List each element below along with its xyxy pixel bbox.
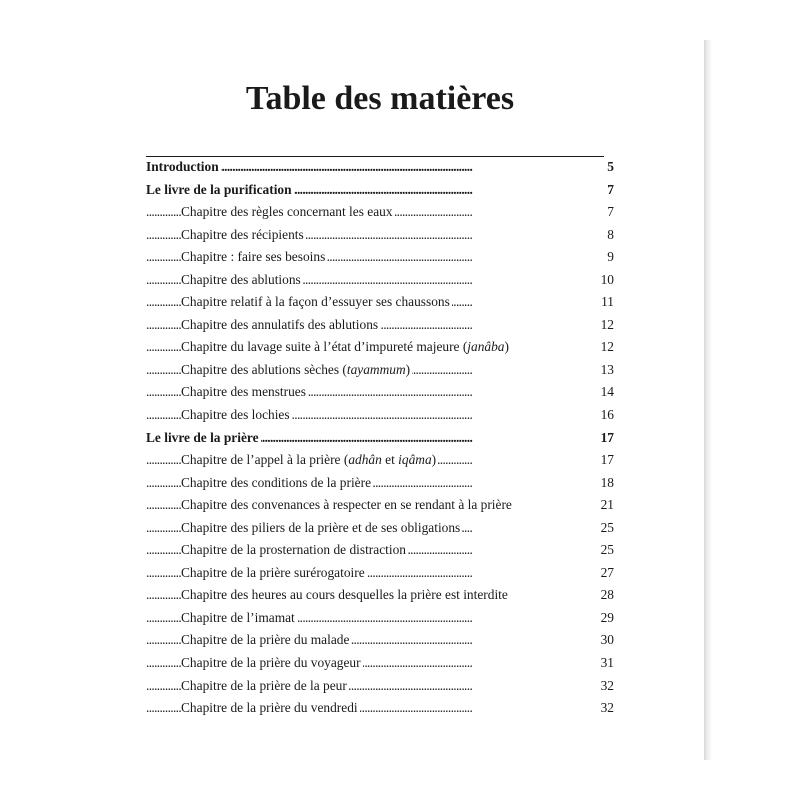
- page-title: Table des matières: [245, 80, 515, 117]
- toc-chapter-entry: [146, 359, 614, 382]
- toc-section-entry: [146, 156, 614, 179]
- entry-title: Chapitre des heures au cours desquelles la prière est interdite: [181, 587, 508, 603]
- entry-page-number: 32: [598, 675, 614, 698]
- toc-chapter-entry: [146, 314, 614, 337]
- entry-title: Chapitre des menstrues: [181, 384, 306, 400]
- entry-page-number: 17: [598, 449, 614, 472]
- toc-chapter-entry: [146, 629, 614, 652]
- entry-title: Le livre de la purification: [146, 181, 292, 197]
- entry-page-number: 13: [598, 359, 614, 382]
- entry-title: Chapitre de l’imamat: [181, 609, 295, 625]
- entry-page-number: 25: [598, 539, 614, 562]
- toc-chapter-entry: [146, 381, 614, 404]
- entry-page-number: 27: [598, 562, 614, 585]
- toc-chapter-entry: [146, 652, 614, 675]
- entry-page-number: 7: [604, 179, 614, 202]
- toc-chapter-entry: [146, 494, 614, 517]
- entry-page-number: 8: [604, 224, 614, 247]
- table-of-contents: [146, 156, 614, 720]
- entry-title: Chapitre des ablutions: [181, 271, 301, 287]
- entry-page-number: 7: [604, 201, 614, 224]
- entry-title: Chapitre du lavage suite à l’état d’impureté majeure (janâba): [181, 339, 509, 355]
- entry-title: Chapitre relatif à la façon d’essuyer ses chaussons: [181, 294, 450, 310]
- entry-title: Chapitre de la prière du vendredi: [181, 700, 358, 716]
- entry-page-number: 17: [598, 427, 614, 450]
- entry-title: Chapitre de la prière du voyageur: [181, 655, 361, 671]
- toc-chapter-entry: [146, 201, 614, 224]
- toc-chapter-entry: [146, 517, 614, 540]
- entry-title: Chapitre : faire ses besoins: [181, 249, 326, 265]
- toc-chapter-entry: [146, 675, 614, 698]
- entry-title: Chapitre des règles concernant les eaux: [181, 204, 393, 220]
- entry-title: Chapitre de l’appel à la prière (adhân et iqâma): [181, 452, 437, 468]
- toc-chapter-entry: [146, 584, 614, 607]
- toc-section-entry: [146, 179, 614, 202]
- entry-page-number: 21: [598, 494, 614, 517]
- toc-chapter-entry: [146, 562, 614, 585]
- entry-page-number: 28: [598, 584, 614, 607]
- toc-chapter-entry: [146, 607, 614, 630]
- entry-title: Chapitre des conditions de la prière: [181, 474, 372, 490]
- toc-chapter-entry: [146, 697, 614, 720]
- entry-page-number: 9: [604, 246, 614, 269]
- entry-page-number: 18: [598, 472, 614, 495]
- entry-page-number: 14: [598, 381, 614, 404]
- toc-chapter-entry: [146, 404, 614, 427]
- toc-chapter-entry: [146, 449, 614, 472]
- toc-chapter-entry: [146, 224, 614, 247]
- entry-page-number: 29: [598, 607, 614, 630]
- toc-section-entry: [146, 427, 614, 450]
- entry-title: Chapitre des annulatifs des ablutions: [181, 316, 379, 332]
- entry-page-number: 16: [598, 404, 614, 427]
- entry-page-number: 30: [598, 629, 614, 652]
- entry-page-number: 12: [598, 314, 614, 337]
- entry-title: Chapitre des lochies: [181, 407, 290, 423]
- toc-chapter-entry: [146, 291, 614, 314]
- toc-chapter-entry: [146, 472, 614, 495]
- toc-chapter-entry: [146, 539, 614, 562]
- entry-page-number: 5: [604, 156, 614, 179]
- entry-title: Chapitre des ablutions sèches (tayammum): [181, 361, 411, 377]
- entry-page-number: 32: [598, 697, 614, 720]
- entry-page-number: 31: [598, 652, 614, 675]
- toc-chapter-entry: [146, 336, 614, 359]
- entry-title: Chapitre de la prière de la peur: [181, 677, 347, 693]
- entry-title: Chapitre des récipients: [181, 226, 304, 242]
- toc-chapter-entry: [146, 269, 614, 292]
- entry-title: Chapitre de la prière du malade: [181, 632, 350, 648]
- page-edge-shadow: [704, 40, 712, 760]
- entry-title: Chapitre de la prière surérogatoire: [181, 564, 365, 580]
- entry-title: Le livre de la prière: [146, 429, 259, 445]
- entry-page-number: 12: [598, 336, 614, 359]
- toc-chapter-entry: [146, 246, 614, 269]
- entry-page-number: 25: [598, 517, 614, 540]
- entry-page-number: 11: [598, 291, 614, 314]
- entry-title: Chapitre des piliers de la prière et de ses obligations: [181, 519, 461, 535]
- entry-page-number: 10: [598, 269, 614, 292]
- entry-title: Chapitre de la prosternation de distraction: [181, 542, 406, 558]
- entry-title: Chapitre des convenances à respecter en se rendant à la prière: [181, 497, 512, 513]
- entry-title: Introduction: [146, 159, 219, 174]
